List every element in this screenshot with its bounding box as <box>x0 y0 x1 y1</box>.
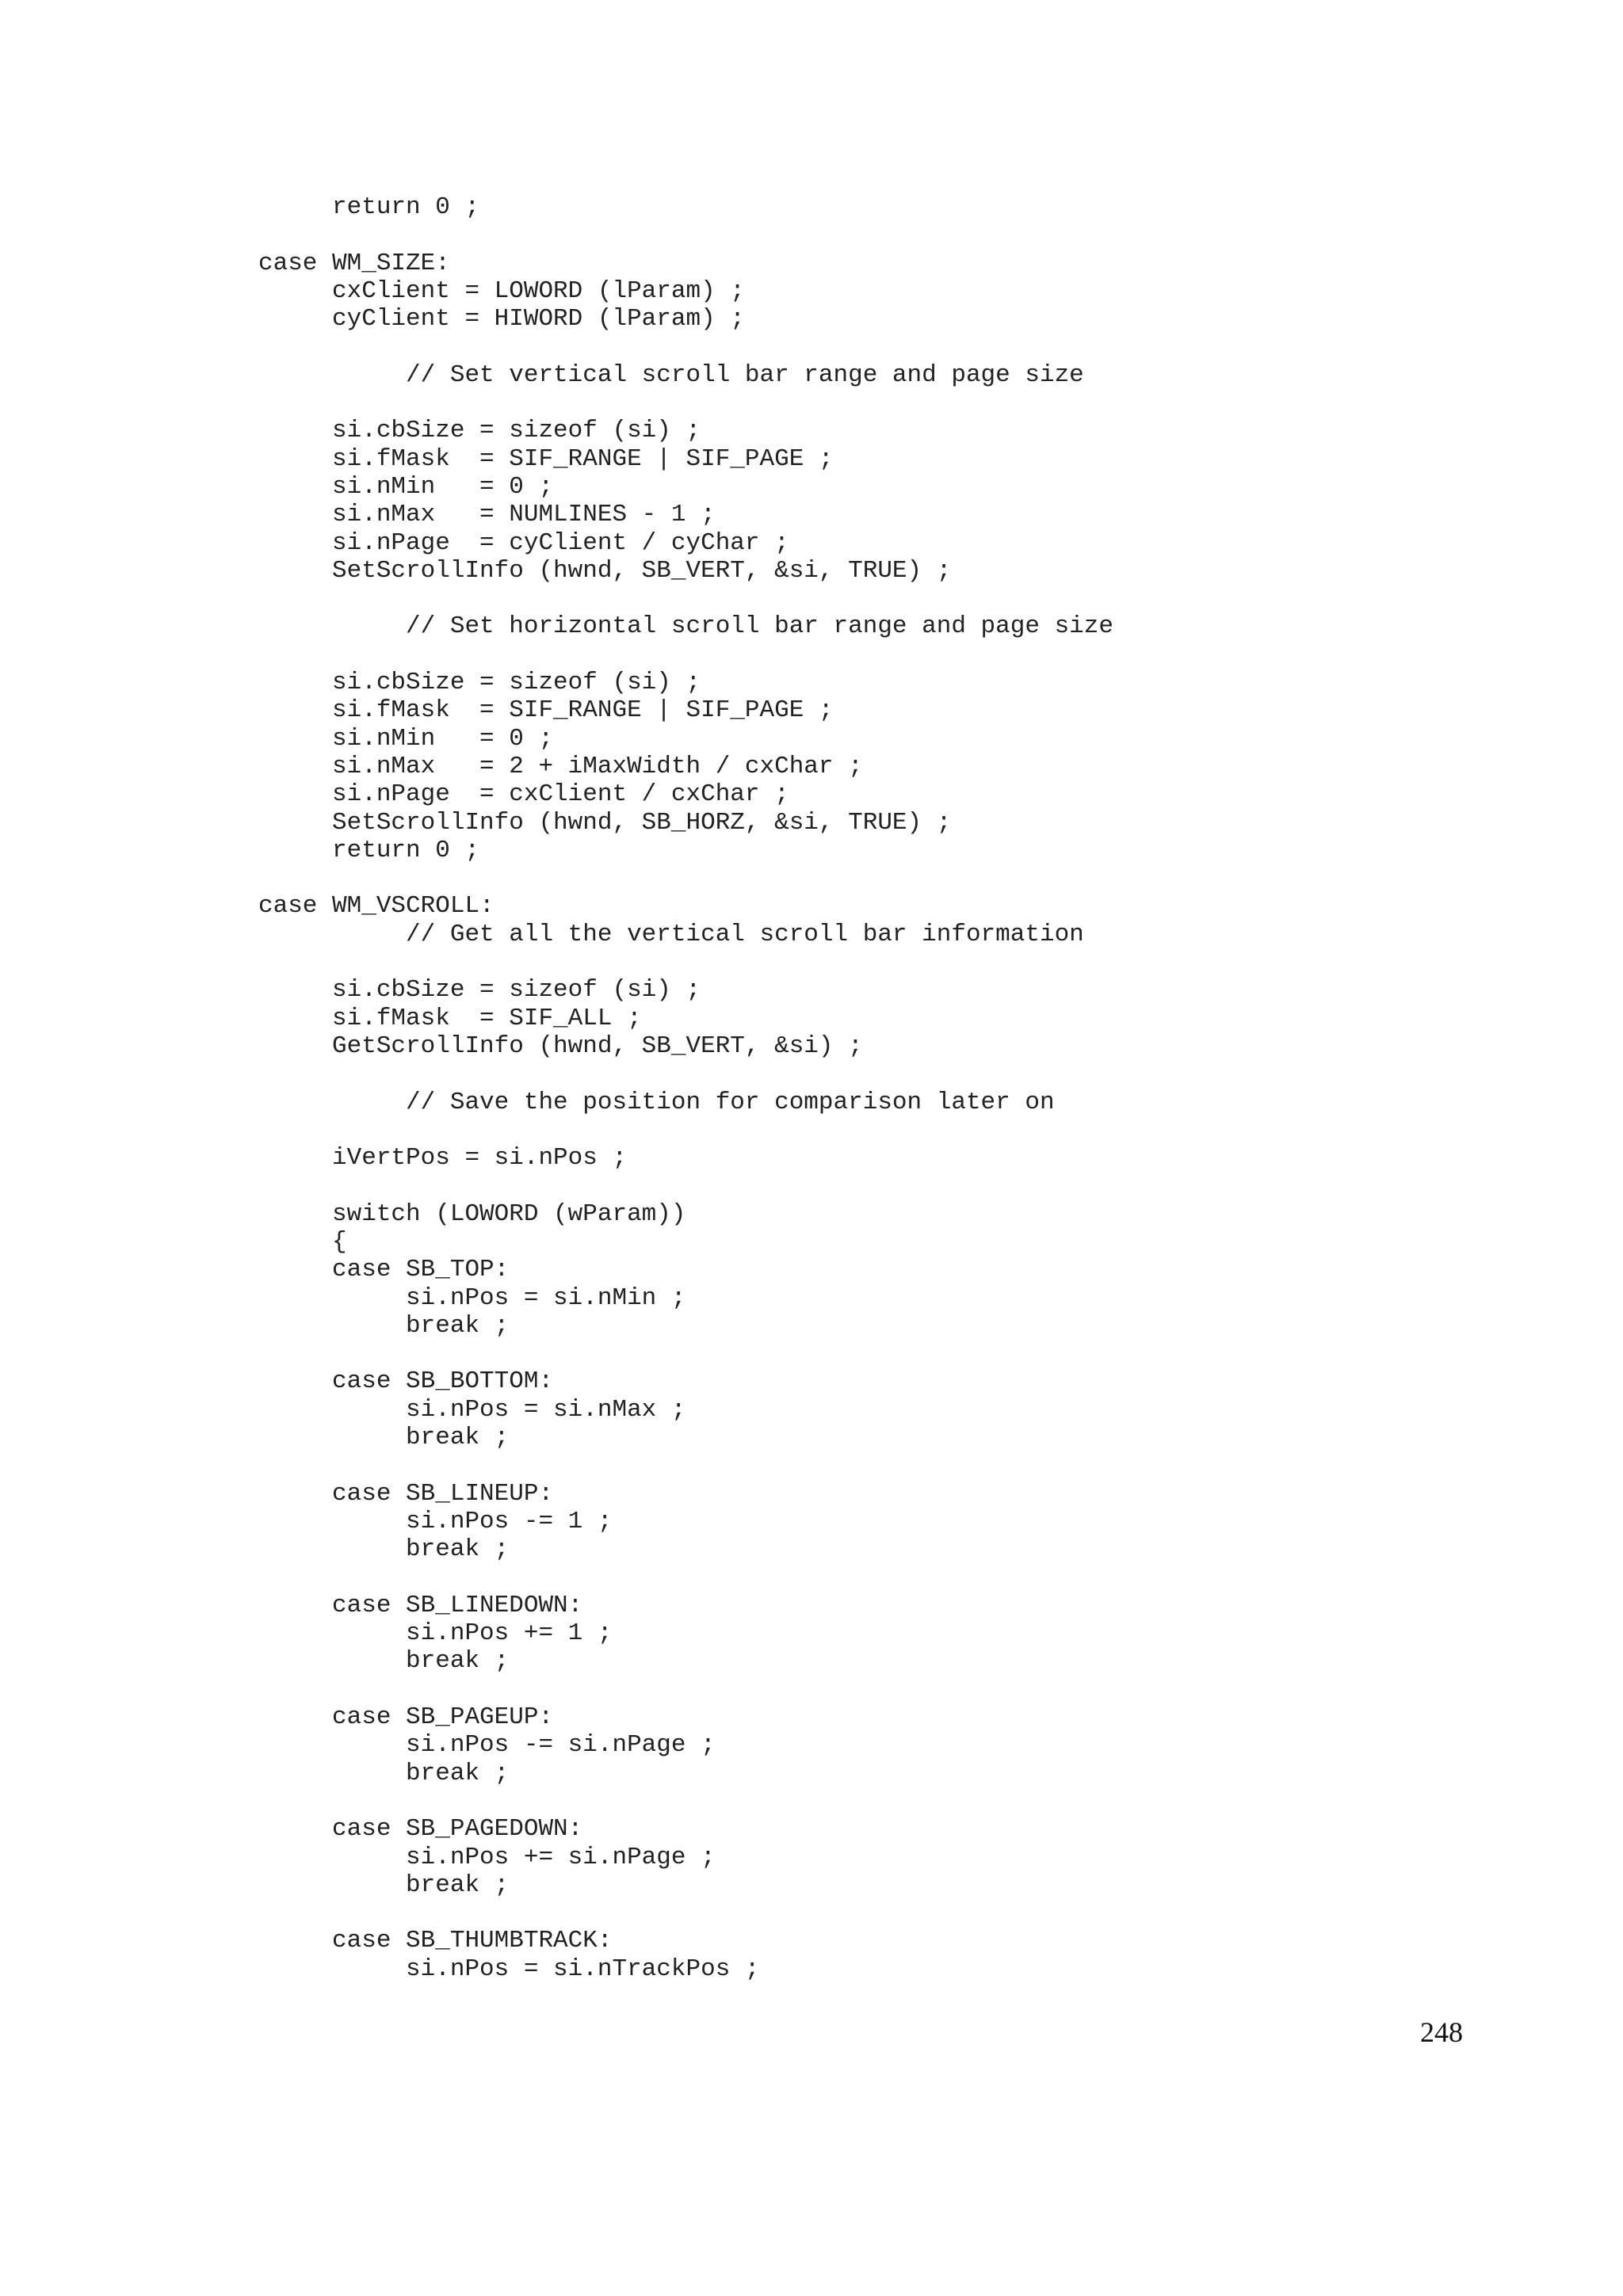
code-line: break ; <box>258 1759 510 1787</box>
code-line: // Set horizontal scroll bar range and page size <box>258 612 1113 641</box>
code-line <box>258 1116 1113 1144</box>
code-line <box>258 1676 1113 1703</box>
code-line <box>258 389 1113 417</box>
code-line <box>258 1172 1113 1199</box>
code-line: si.cbSize = sizeof (si) ; <box>258 976 701 1005</box>
code-line: si.nMin = 0 ; <box>258 724 554 753</box>
code-line: si.nMax = 2 + iMaxWidth / cxChar ; <box>258 752 863 780</box>
code-line: case WM_VSCROLL: <box>258 892 495 921</box>
code-line: case SB_THUMBTRACK: <box>258 1927 613 1955</box>
code-line: si.nPos += 1 ; <box>258 1619 613 1648</box>
code-line: si.nMin = 0 ; <box>258 472 554 501</box>
code-line: si.fMask = SIF_RANGE | SIF_PAGE ; <box>258 444 834 473</box>
code-line: break ; <box>258 1647 510 1676</box>
code-line <box>258 948 1113 976</box>
code-line: si.nPos += si.nPage ; <box>258 1843 716 1871</box>
code-line <box>258 1060 1113 1088</box>
code-line: // Save the position for comparison later on <box>258 1088 1055 1116</box>
code-line <box>258 333 1113 360</box>
code-line: return 0 ; <box>258 193 480 221</box>
code-line: GetScrollInfo (hwnd, SB_VERT, &si) ; <box>258 1032 863 1060</box>
code-line: si.nPos = si.nMin ; <box>258 1283 686 1312</box>
code-line: iVertPos = si.nPos ; <box>258 1144 628 1173</box>
code-line <box>258 1340 1113 1367</box>
code-line: si.fMask = SIF_ALL ; <box>258 1004 642 1032</box>
page-number: 248 <box>1420 2016 1463 2048</box>
code-line <box>258 1787 1113 1815</box>
code-line: switch (LOWORD (wParam)) <box>258 1199 686 1228</box>
code-line: break ; <box>258 1311 510 1340</box>
code-line: { <box>258 1227 347 1256</box>
code-line <box>258 221 1113 249</box>
code-line: si.nPage = cyClient / cyChar ; <box>258 528 789 557</box>
code-line <box>258 1564 1113 1592</box>
code-line: si.nPos = si.nMax ; <box>258 1395 686 1424</box>
code-line: break ; <box>258 1871 510 1899</box>
code-line: si.nPos -= si.nPage ; <box>258 1731 716 1760</box>
code-line: case SB_TOP: <box>258 1256 510 1284</box>
code-line: case SB_LINEDOWN: <box>258 1591 583 1619</box>
code-line <box>258 1451 1113 1479</box>
code-listing <box>258 193 1113 1983</box>
code-line: SetScrollInfo (hwnd, SB_VERT, &si, TRUE) ; <box>258 556 952 585</box>
code-line <box>258 864 1113 892</box>
code-line: // Set vertical scroll bar range and page size <box>258 360 1084 389</box>
code-line: break ; <box>258 1424 510 1452</box>
code-line: case SB_PAGEUP: <box>258 1703 554 1732</box>
code-line: si.nPos = si.nTrackPos ; <box>258 1955 760 1983</box>
code-line: case SB_BOTTOM: <box>258 1367 554 1396</box>
code-line: case SB_LINEUP: <box>258 1479 554 1508</box>
code-line: cxClient = LOWORD (lParam) ; <box>258 277 745 305</box>
code-line: SetScrollInfo (hwnd, SB_HORZ, &si, TRUE) ; <box>258 808 952 837</box>
code-line: si.nPos -= 1 ; <box>258 1507 613 1535</box>
code-line: case SB_PAGEDOWN: <box>258 1815 583 1844</box>
code-line: cyClient = HIWORD (lParam) ; <box>258 305 745 334</box>
code-line: si.fMask = SIF_RANGE | SIF_PAGE ; <box>258 696 834 725</box>
code-line <box>258 1899 1113 1927</box>
code-line <box>258 585 1113 612</box>
code-line: si.cbSize = sizeof (si) ; <box>258 669 701 697</box>
code-line: si.nPage = cxClient / cxChar ; <box>258 780 789 809</box>
code-line <box>258 641 1113 669</box>
code-line: // Get all the vertical scroll bar information <box>258 920 1084 948</box>
code-line: break ; <box>258 1535 510 1564</box>
code-line: si.nMax = NUMLINES - 1 ; <box>258 501 716 529</box>
code-line: case WM_SIZE: <box>258 249 450 277</box>
code-line: return 0 ; <box>258 836 480 864</box>
code-line: si.cbSize = sizeof (si) ; <box>258 417 701 445</box>
